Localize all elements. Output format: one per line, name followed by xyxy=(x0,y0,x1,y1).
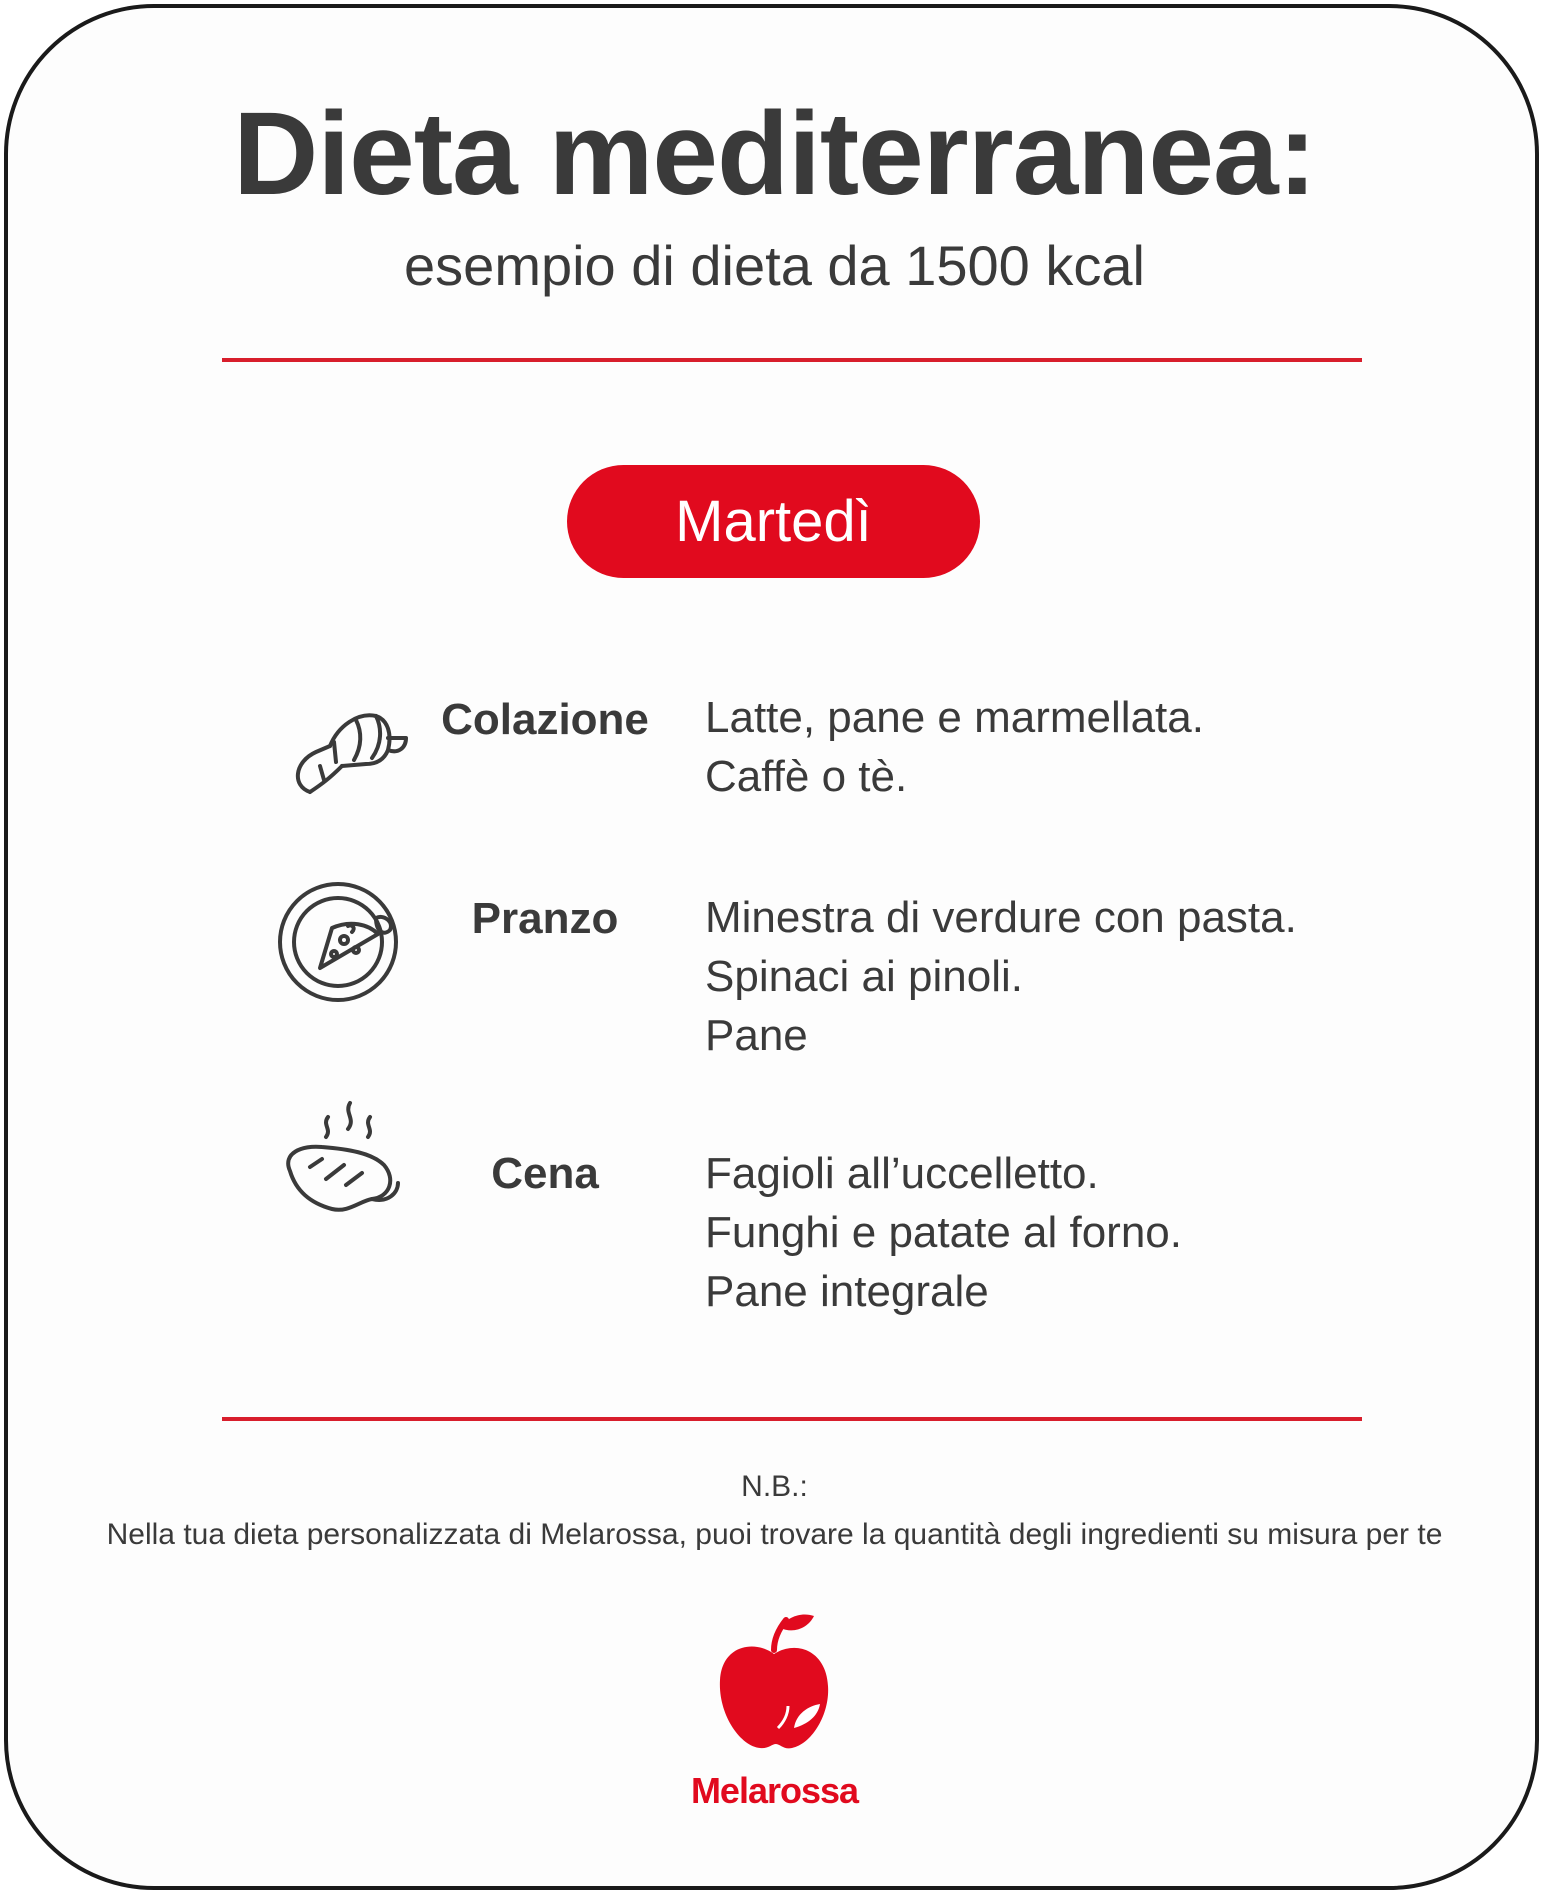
meal-item: Latte, pane e marmellata. xyxy=(705,693,1204,742)
note-text: Nella tua dieta personalizzata di Melarossa, puoi trovare la quantità degli ingredienti su misura per te xyxy=(106,1518,1443,1551)
meal-items-cena xyxy=(705,1144,1182,1321)
meal-item: Caffè o tè. xyxy=(705,752,908,801)
meal-name-pranzo: Pranzo xyxy=(471,894,619,943)
top-divider xyxy=(222,358,1362,362)
page-subtitle: esempio di dieta da 1500 kcal xyxy=(404,234,1145,297)
page-title: Dieta mediterranea: xyxy=(233,88,1316,220)
meal-item: Minestra di verdure con pasta. xyxy=(705,893,1297,942)
meal-item: Fagioli all’uccelletto. xyxy=(705,1149,1099,1198)
meal-items-colazione xyxy=(705,688,1204,806)
note-label: N.B.: xyxy=(741,1470,808,1503)
day-badge xyxy=(567,465,980,578)
apple-logo-icon xyxy=(716,1610,834,1755)
meal-item: Pane xyxy=(705,1011,808,1060)
steak-icon xyxy=(272,1095,412,1235)
bottom-divider xyxy=(222,1417,1362,1421)
day-label: Martedì xyxy=(675,488,872,554)
brand-name: Melarossa xyxy=(690,1770,859,1811)
meal-items-pranzo xyxy=(705,888,1297,1065)
meal-name-colazione: Colazione xyxy=(441,695,649,744)
croissant-icon xyxy=(272,680,412,820)
meal-item: Spinaci ai pinoli. xyxy=(705,952,1023,1001)
meal-item: Pane integrale xyxy=(705,1267,989,1316)
meal-item: Funghi e patate al forno. xyxy=(705,1208,1182,1257)
meal-name-cena: Cena xyxy=(491,1149,599,1198)
plate-icon xyxy=(272,870,412,1010)
